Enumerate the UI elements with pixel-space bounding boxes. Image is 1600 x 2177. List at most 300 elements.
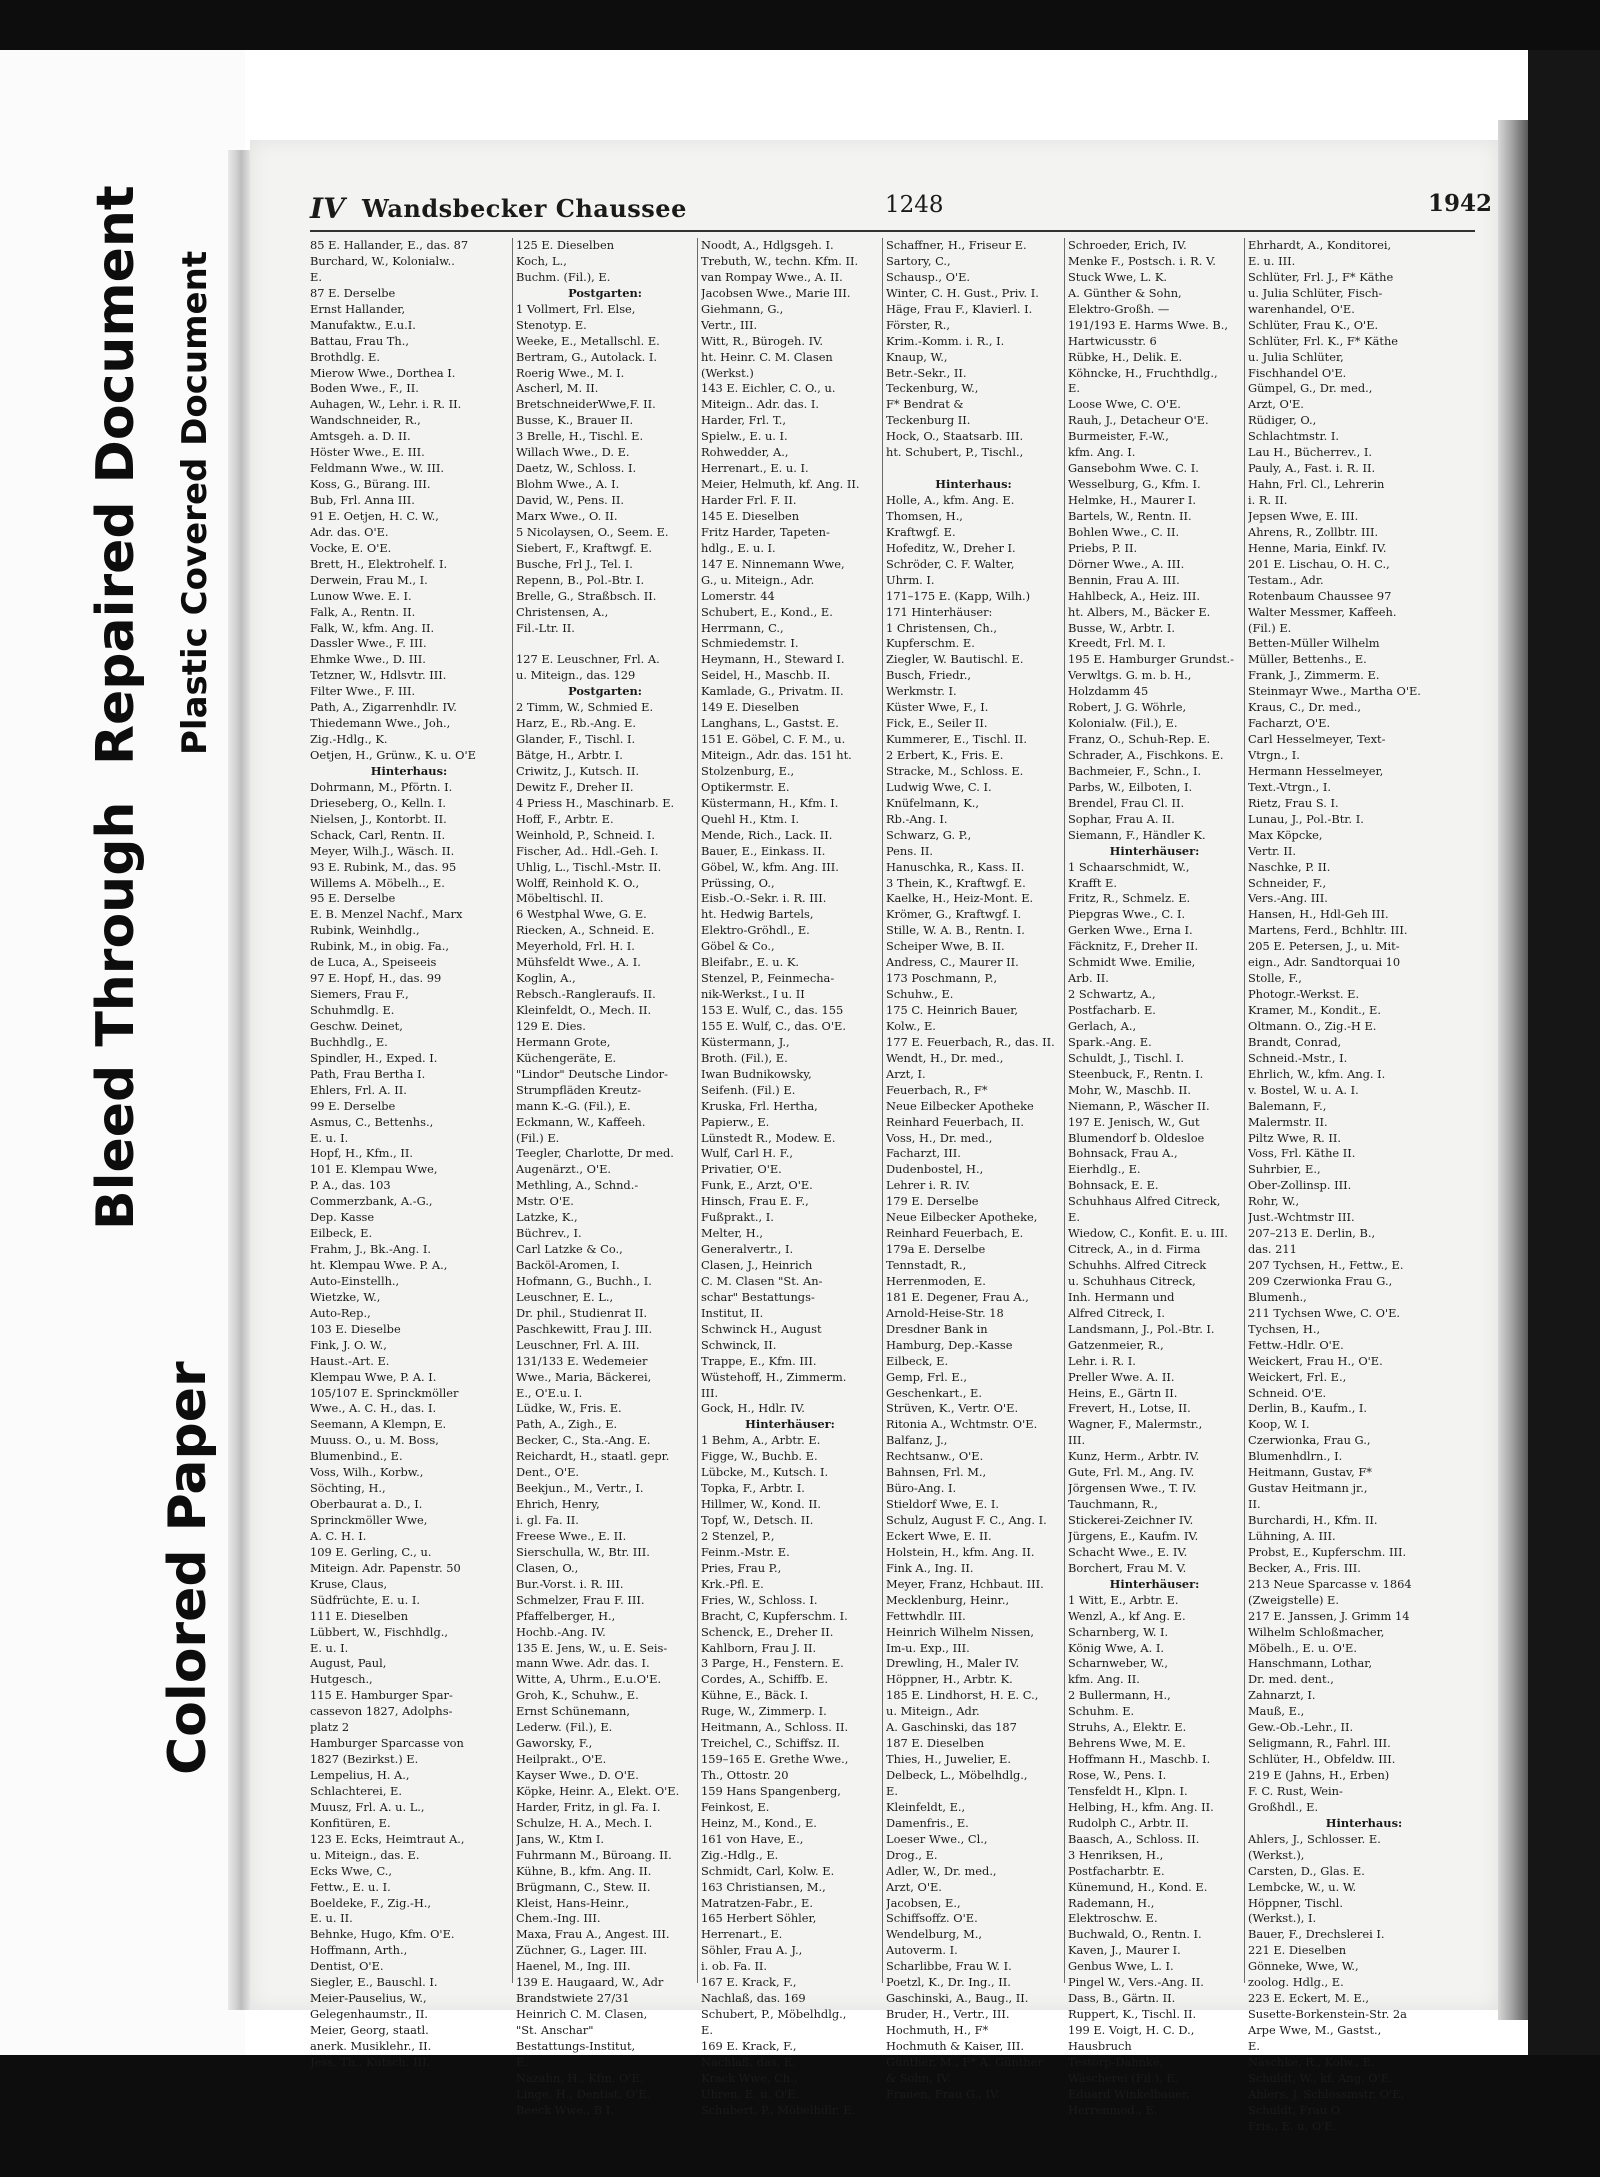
directory-entry-line: ht. Hedwig Bartels, [701,907,814,922]
directory-entry-line: Rudolph C., Arbtr. II. [1068,1815,1189,1830]
directory-entry-line: Rauh, J., Detacheur O'E. [1068,413,1209,428]
directory-entry-line: Jürgens, E., Kaufm. IV. [1068,1528,1199,1543]
directory-entry-line: Jacobsen, E., [886,1895,961,1910]
directory-entry-line: Christensen, A., [516,604,609,619]
directory-entry-line: Elektro-Gröhdl., E. [701,923,810,938]
directory-entry-line: Klempau Wwe, P. A. I. [310,1369,437,1384]
directory-entry-line: Heitmann, Gustav, F* [1248,1465,1372,1480]
directory-entry-line: Busse, W., Arbtr. I. [1068,620,1176,635]
directory-entry-line: Näschke, R., Kolw., E. [1248,2054,1375,2069]
directory-entry-line: Delbeck, L., Möbelhdlg., [886,1768,1028,1782]
directory-entry-line: Arzt, O'E. [1248,397,1304,412]
directory-entry-line: Probst, E., Kupferschm. III. [1248,1544,1407,1559]
directory-entry-line: Kühne, E., Bäck. I. [701,1688,809,1703]
directory-entry-line: van Rompay Wwe., A. II. [701,269,843,284]
directory-entry-line: Poetzl, K., Dr. Ing., II. [886,1975,1011,1990]
directory-entry-line: Schröder, C. F. Walter, [886,556,1015,571]
directory-entry-line: Th., Ottostr. 20 [701,1768,789,1782]
directory-entry-line: Hamburger Sparcasse von [310,1736,464,1751]
directory-entry-line: Uhren, E. u. O'E. [701,2086,800,2101]
directory-entry-line: Hoffmann H., Maschb. I. [1068,1752,1211,1767]
directory-entry-line: (Werkst.), I. [1248,1911,1317,1926]
directory-entry-line: Eierhdlg., E. [1068,1162,1141,1177]
directory-entry-line: Rebsch.-Rangleraufs. II. [516,987,656,1002]
directory-entry-line: Becker, C., Sta.-Ang. E. [516,1433,651,1448]
directory-entry-line: 175 C. Heinrich Bauer, [886,1003,1019,1017]
directory-entry-line: 1 Behm, A., Arbtr. E. [701,1433,821,1448]
directory-entry-line: F* Bendrat & [886,397,964,412]
directory-entry-line: Kupferschm. E. [886,636,975,651]
directory-entry-line: 181 E. Degener, Frau A., [886,1289,1029,1304]
directory-entry-line: Langhans, L., Gastst. E. [701,716,839,731]
directory-entry-line: (Fil.) E. [1248,620,1292,635]
directory-entry-line: Reinhard Feuerbach, II. [886,1114,1024,1129]
directory-entry-line: Helmke, H., Maurer I. [1068,493,1196,507]
directory-entry-line: Max Köpcke, [1248,827,1323,842]
directory-entry-line: Schlachtmstr. I. [1248,429,1340,444]
directory-entry-line: E. [1068,1210,1080,1225]
directory-entry-line: Genbus Wwe, L. I. [1068,1959,1174,1974]
directory-entry-line: Auhagen, W., Lehr. i. R. II. [310,397,462,412]
directory-entry-line: Arzt, I. [886,1066,926,1081]
directory-entry-line: Mecklenburg, Heinr., [886,1592,1010,1607]
directory-entry-line: 105/107 E. Sprinckmöller [310,1385,459,1400]
directory-entry-line: Borchert, Frau M. V. [1068,1560,1187,1575]
directory-entry-line: E. u. I. [310,1130,349,1145]
directory-entry-line: Ziegler, W. Bautischl. E. [886,652,1024,667]
directory-entry-line: zoolog. Hdlg., E. [1248,1975,1344,1990]
directory-entry-line: Konfitüren, E. [310,1815,391,1830]
directory-entry-line: Schroeder, Erich, IV. [1068,238,1187,252]
directory-entry-line: Winter, C. H. Gust., Priv. I. [886,285,1039,300]
directory-entry-line: Miteign.. Adr. das. I. [701,397,819,412]
directory-entry-line: 179a E. Derselbe [886,1242,986,1257]
directory-entry-line: Eckert Wwe, E. II. [886,1528,992,1543]
directory-entry-line: Förster, R., [886,317,950,332]
directory-entry-line: E. [886,1783,898,1798]
directory-entry-line: Rohwedder, A., [701,445,789,460]
directory-entry-line: Franz, O., Schuh-Rep. E. [1068,732,1211,747]
directory-entry-line: Häge, Frau F., Klavierl. I. [886,301,1033,316]
directory-entry-line: Jörgensen Wwe., T. IV. [1068,1481,1197,1496]
directory-entry-line: Wenzl, A., kf Ang. E. [1068,1608,1186,1623]
directory-entry-line: Fris., E. u. O'E. [1248,2118,1337,2133]
directory-entry-line: Betr.-Sekr., II. [886,365,967,380]
directory-entry-line: Auto-Rep., [310,1305,371,1320]
directory-entry-line: u. Schuhhaus Citreck, [1068,1273,1196,1288]
directory-entry-line: Wwe., Maria, Bäckerei, [516,1369,652,1384]
directory-entry-line: Ruppert, K., Tischl. II. [1068,2007,1197,2022]
directory-entry-line: Noodt, A., Hdlgsgeh. I. [701,238,834,252]
directory-entry-line: Miteign., Adr. das. 151 ht. [701,748,852,762]
directory-entry-line: Derlin, B., Kaufm., I. [1248,1401,1368,1416]
directory-entry-line: Photogr.-Werkst. E. [1248,987,1360,1002]
directory-entry-line: Schulz, August F. C., Ang. I. [886,1513,1047,1527]
directory-entry-line: Carsten, D., Glas. E. [1248,1863,1365,1878]
directory-entry-line: Testorp-Dahnke, [1068,2054,1164,2069]
directory-entry-line: 99 E. Derselbe [310,1098,396,1113]
scan-top-border [0,0,1600,50]
directory-entry-line: Holstein, H., kfm. Ang. II. [886,1544,1035,1559]
directory-entry-line: Heitmann, A., Schloss. II. [701,1720,849,1735]
directory-entry-line: Baasch, A., Schloss. II. [1068,1831,1200,1846]
directory-entry-line: Dr. phil., Studienrat II. [516,1305,648,1320]
directory-entry-line: Hartwicusstr. 6 [1068,333,1157,348]
directory-entry-line: Koss, G., Bürang. III. [310,477,431,492]
directory-entry-line: Schenck, E., Dreher II. [701,1624,834,1639]
directory-entry-line: Zig.-Hdlg., K. [310,732,388,747]
directory-entry-line: Stille, W. A. B., Rentn. I. [886,923,1025,938]
directory-entry-line: Fettw., E. u. I. [310,1879,391,1894]
directory-entry-line: Eduard Winkelbauer, [1068,2086,1190,2101]
directory-entry-line: Meyer, Franz, Hchbaut. III. [886,1576,1044,1591]
directory-entry-line: 1 Vollmert, Frl. Else, [516,301,636,316]
directory-entry-line: Heins, E., Gärtn II. [1068,1385,1178,1400]
directory-entry-line: 123 E. Ecks, Heimtraut A., [310,1831,465,1846]
directory-entry-line: Schuldt, J., Tischl. I. [1068,1050,1184,1065]
directory-entry-line: Thomsen, H., [886,508,963,523]
directory-entry-line: Bruder, H., Vertr., III. [886,2007,1010,2022]
directory-entry-line: Balfanz, J., [886,1433,948,1448]
directory-entry-line: 149 E. Dieselben [701,700,800,715]
directory-entry-line: Höppner, H., Arbtr. K. [886,1672,1013,1687]
directory-entry-line: Dörner Wwe., A. III. [1068,556,1185,571]
directory-entry-line: de Luca, A., Speiseeis [310,955,437,970]
directory-entry-line: Brügmann, C., Stew. II. [516,1879,651,1894]
directory-entry-line: Becker, A., Fris. III. [1248,1560,1361,1575]
directory-entry-line: u. Miteign., Adr. [886,1704,980,1719]
directory-entry-line: Arb. II. [1068,971,1109,986]
directory-entry-line: Müller, Bettenhs., E. [1248,652,1367,667]
directory-entry-line: Lünstedt R., Modew. E. [701,1130,836,1145]
directory-entry-line: Koglin, A., [516,971,576,986]
directory-entry-line: (Zweigstelle) E. [1248,1592,1339,1607]
directory-entry-line: Mühsfeldt Wwe., A. I. [516,955,641,970]
directory-entry-line: Herrmann, C., [701,620,784,635]
directory-entry-line: 143 E. Eichler, C. O., u. [701,381,836,396]
directory-entry-line: Priebs, P. II. [1068,540,1138,555]
directory-entry-line: Muuss. O., u. M. Boss, [310,1433,439,1448]
directory-entry-line: Adler, W., Dr. med., [886,1863,997,1878]
directory-entry-line: Hinsch, Frau E. F., [701,1194,809,1209]
directory-entry-line: 211 Tychsen Wwe, C. O'E. [1248,1305,1401,1320]
directory-entry-line: Mende, Rich., Lack. II. [701,827,833,842]
directory-entry-line: Kühne, B., kfm. Ang. II. [516,1863,652,1878]
directory-entry-line: Lühning, A. III. [1248,1528,1336,1543]
directory-entry-line: Pens. II. [886,843,933,858]
directory-entry-line: 97 E. Hopf, H., das. 99 [310,971,442,986]
directory-entry-line: Buchwald, O., Rentn. I. [1068,1927,1202,1942]
directory-entry-line: Wiedow, C., Konfit. E. u. III. [1068,1226,1228,1241]
directory-entry-line: Göbel & Co., [701,939,775,954]
directory-entry-line: Iwan Budnikowsky, [701,1066,812,1081]
directory-entry-line: Scharnberg, W. I. [1068,1624,1169,1639]
directory-entry-line: Meier, Georg, staatl. [310,2023,429,2037]
directory-entry-line: Büchrev., I. [516,1226,582,1241]
directory-entry-line: Feldmann Wwe., W. III. [310,461,444,476]
directory-entry-line: Frevert, H., Lotse, II. [1068,1401,1191,1416]
directory-entry-line: Knüfelmann, K., [886,795,980,810]
directory-entry-line: August, Paul, [310,1656,387,1671]
directory-entry-line: Schubert, P., Möbelhdlg., [701,2007,847,2022]
directory-entry-line: Marx Wwe., O. II. [516,508,618,523]
directory-entry-line: Fil.-Ltr. II. [516,620,575,635]
directory-entry-line: Malermstr. II. [1248,1114,1328,1129]
directory-entry-line: Postgarten: [568,285,642,300]
directory-entry-line: Brandstwiete 27/31 [516,1991,630,2006]
directory-entry-line: (Werkst.), [1248,1847,1305,1862]
directory-entry-line: Leuschner, E. L., [516,1289,614,1304]
directory-entry-line: Kunz, Herm., Arbtr. IV. [1068,1449,1200,1464]
directory-entry-line: Postfacharb. E. [1068,1003,1156,1017]
directory-entry-line: Küstermann, H., Kfm. I. [701,795,839,810]
directory-entry-line: Hoffmann, Arth., [310,1943,408,1958]
directory-entry-line: Ecks Wwe, C., [310,1863,393,1878]
directory-entry-line: 2 Timm, W., Schmied E. [516,700,654,715]
directory-entry-line: Falk, W., kfm. Ang. II. [310,620,435,635]
directory-entry-line: Teckenburg II. [886,413,971,428]
directory-entry-line: u. Julia Schlüter, [1248,349,1344,364]
directory-entry-line: 115 E. Hamburger Spar- [310,1688,453,1703]
directory-entry-line: 95 E. Derselbe [310,891,396,906]
directory-entry-line: 135 E. Jens, W., u. E. Seis- [516,1640,668,1655]
directory-entry-line: Text.-Vtrgn., I. [1248,779,1331,794]
directory-entry-line: Nachlaß, das. E. [701,2054,796,2069]
directory-entry-line: Harz, E., Rb.-Ang. E. [516,716,636,731]
directory-entry-line: Roerig Wwe., M. I. [516,365,625,380]
directory-entry-line: Schulze, H. A., Mech. I. [516,1815,653,1830]
directory-entry-line: Kraus, C., Dr. med., [1248,700,1361,715]
directory-entry-line: Wulf, Carl H. F., [701,1146,794,1161]
directory-entry-line: Groh, K., Schuhw., E. [516,1688,639,1703]
directory-entry-line: Bohnsack, E. E. [1068,1178,1159,1193]
directory-entry-line: u. Miteign., das. E. [310,1847,420,1862]
directory-entry-line: 177 E. Feuerbach, R., das. II. [886,1034,1055,1049]
directory-entry-line: Schacht Wwe., E. IV. [1068,1544,1188,1559]
directory-entry-line: 3 Parge, H., Fenstern. E. [701,1656,844,1671]
directory-entry-line: Koop, W. I. [1248,1417,1310,1432]
directory-entry-line: Niemann, P., Wäscher II. [1068,1098,1210,1113]
directory-entry-line: Fritz Harder, Tapeten- [701,524,830,539]
directory-entry-line: Wandschneider, R., [310,413,421,428]
directory-entry-line: Blohm Wwe., A. I. [516,477,620,492]
directory-entry-line: 129 E. Dies. [516,1018,586,1033]
directory-entry-line: Ober-Zollinsp. III. [1248,1178,1352,1193]
directory-entry-line: A. C. H. I. [310,1528,367,1543]
directory-entry-line: Frank, J., Zimmerm. E. [1248,668,1380,683]
directory-entry-line: Scharlibbe, Frau W. I. [886,1959,1012,1974]
directory-entry-line: 4 Priess H., Maschinarb. E. [516,795,675,810]
directory-entry-line: Ehmke Wwe., D. III. [310,652,426,667]
directory-entry-line: Backöl-Aromen, I. [516,1258,620,1272]
directory-entry-line: Loeser Wwe., Cl., [886,1831,988,1846]
directory-entry-line: 209 Czerwionka Frau G., [1248,1273,1393,1288]
directory-entry-line: 163 Christiansen, M., [701,1879,826,1894]
directory-entry-line: Maxa, Frau A., Angest. III. [516,1927,670,1942]
directory-column-6 [1248,238,1480,2135]
directory-entry-line: Bohlen Wwe., C. II. [1068,524,1180,539]
directory-entry-line: Sophar, Frau A. II. [1068,811,1175,826]
directory-entry-line: Hinterhaus: [935,477,1012,492]
directory-entry-line: Brothdlg. E. [310,349,380,364]
directory-entry-line: Hamburg, Dep.-Kasse [886,1337,1013,1352]
directory-entry-line: Arpe Wwe, M., Gastst., [1248,2023,1382,2037]
directory-entry-line: 187 E. Dieselben [886,1736,985,1751]
directory-entry-line: Südfrüchte, E. u. I. [310,1592,420,1607]
directory-entry-line: Ernst Hallander, [310,301,406,316]
directory-entry-line: Stracke, M., Schloss. E. [886,763,1024,778]
directory-entry-line: Gew.-Ob.-Lehr., II. [1248,1720,1354,1735]
directory-entry-line: Dewitz F., Dreher II. [516,779,634,794]
directory-entry-line: Busse, K., Brauer II. [516,413,634,428]
directory-entry-line: Jacobsen Wwe., Marie III. [701,285,851,300]
directory-entry-line: Rubink, M., in obig. Fa., [310,939,449,954]
directory-entry-line: Cordes, A., Schiffb. E. [701,1672,828,1687]
directory-entry-line: Schuhhs. Alfred Citreck [1068,1258,1207,1272]
directory-entry-line: Hahn, Frl. Cl., Lehrerin [1248,477,1385,492]
directory-entry-line: Witte, A, Uhrm., E.u.O'E. [516,1672,662,1687]
directory-entry-line: Dep. Kasse [310,1210,375,1225]
directory-entry-line: & Sohn, IV. [886,2070,951,2085]
directory-entry-line: Drog., E. [886,1847,938,1862]
directory-entry-line: Kolw., E. [886,1018,936,1033]
directory-entry-line: Kaelke, H., Heiz-Mont. E. [886,891,1034,906]
directory-entry-line: Herrenmod., E. [1068,2102,1158,2117]
directory-entry-line: Bub, Frl. Anna III. [310,493,415,507]
directory-entry-line: Strüven, K., Vertr. O'E. [886,1401,1019,1416]
directory-entry-line: Mohr, W., Maschb. II. [1068,1082,1192,1097]
directory-entry-line: 155 E. Wulf, C., das. O'E. [701,1018,846,1033]
directory-entry-line: Beekjun., M., Vertr., I. [516,1481,644,1496]
label-bleed-through: Bleed Through [86,801,146,1230]
directory-page [250,140,1498,2133]
directory-entry-line: Wagner, F., Malermstr., [1068,1417,1203,1432]
directory-entry-line: Brandt, Conrad, [1248,1034,1342,1049]
directory-entry-line: Blumenbind., E. [310,1449,403,1464]
directory-entry-line: Freese Wwe., E. II. [516,1528,627,1543]
directory-entry-line: Ahrens, R., Zollbtr. III. [1248,524,1379,539]
directory-entry-line: Busche, Frl J., Tel. I. [516,556,633,571]
directory-entry-line: Dass, B., Gärtn. II. [1068,1991,1176,2006]
directory-entry-line: Thiedemann Wwe., Joh., [310,716,451,731]
directory-entry-line: Schwinck, II. [701,1337,777,1352]
directory-entry-line: Harder Frl. F. II. [701,493,797,507]
directory-entry-line: Hausbruch [1068,2038,1132,2053]
directory-entry-line: Haenel, M., Ing. III. [516,1959,631,1974]
directory-entry-line: Hanschmann, Lothar, [1248,1656,1373,1671]
book-spine [228,150,250,2010]
directory-entry-line: 159 Hans Spangenberg, [701,1783,841,1798]
directory-entry-line: Asmus, C., Bettenhs., [310,1114,434,1129]
directory-entry-line: Schwinck H., August [701,1321,822,1336]
directory-entry-line: Pingel W., Vers.-Ang. II. [1068,1975,1204,1990]
directory-entry-line: Walter Messmer, Kaffeeh. [1248,604,1397,619]
column-divider [697,238,698,1983]
directory-entry-line: 201 E. Lischau, O. H. C., [1248,556,1390,571]
directory-entry-line: Fries, W., Schloss. I. [701,1592,818,1607]
directory-entry-line: Schubert, E., Kond., E. [701,604,833,619]
directory-entry-line: Siebert, F., Kraftwgf. E. [516,540,653,555]
directory-entry-line: Kamlade, G., Privatm. II. [701,684,844,699]
directory-entry-line: Criwitz, J., Kutsch. II. [516,763,640,778]
directory-entry-line: v. Bostel, W. u. A. I. [1248,1082,1359,1097]
directory-entry-line: Topka, F., Arbtr. I. [701,1481,805,1496]
directory-entry-line: Bartels, W., Rentn. II. [1068,508,1192,523]
directory-entry-line: Sierschulla, W., Btr. III. [516,1544,650,1559]
directory-entry-line: Bur.-Vorst. i. R. III. [516,1576,624,1591]
directory-entry-line: Wietzke, W., [310,1289,381,1304]
directory-entry-line: Beeck Wwe., B I. [516,2102,614,2117]
directory-entry-line: Rose, W., Pens. I. [1068,1768,1167,1782]
directory-entry-line: Küchengeräte, E. [516,1050,617,1065]
directory-entry-line: Chem.-Ing. III. [516,1911,601,1926]
directory-entry-line: Schmelzer, Frau F. III. [516,1592,645,1607]
directory-entry-line: Möbeltischl. II. [516,891,604,906]
directory-entry-line: Kreedt, Frl. M. I. [1068,636,1166,651]
directory-entry-line: Zahnarzt, I. [1248,1688,1316,1703]
directory-entry-line: Stenotyp. E. [516,317,587,332]
directory-entry-line: Ernst Schünemann, [516,1704,630,1719]
directory-entry-line: Fettw.-Hdlr. O'E. [1248,1337,1344,1352]
directory-entry-line: Schmidt, Carl, Kolw. E. [701,1863,835,1878]
directory-entry-line: Steenbuck, F., Rentn. I. [1068,1066,1204,1081]
directory-entry-line: Hock, O., Staatsarb. III. [886,429,1024,444]
directory-column-5 [1068,238,1241,2119]
directory-entry-line: Henne, Maria, Einkf. IV. [1248,540,1387,555]
directory-entry-line: Schuhw., E. [886,987,954,1002]
directory-entry-line: Kleinfeldt, E., [886,1799,966,1814]
directory-entry-line: Krack Wwe, Ch., [701,2070,798,2085]
directory-entry-line: Hinterhaus: [1325,1815,1403,1830]
directory-entry-line: Schuhm. E. [1068,1704,1135,1719]
directory-entry-line: Fußprakt., I. [701,1210,774,1225]
directory-entry-line: Stenzel, P., Feinmecha- [701,971,835,986]
directory-entry-line: Schneid. O'E. [1248,1385,1327,1400]
directory-entry-line: Bauer, E., Einkass. II. [701,843,826,858]
directory-entry-line: Hutgesch., [310,1672,373,1687]
directory-entry-line: Brelle, G., Straßbsch. II. [516,588,657,603]
directory-entry-line: Stolle, F., [1248,971,1302,986]
directory-entry-line: Susette-Borkenstein-Str. 2a [1248,2007,1407,2022]
directory-entry-line: Battau, Frau Th., [310,333,409,348]
directory-entry-line: 221 E. Dieselben [1248,1943,1347,1958]
directory-entry-line: Institut, II. [701,1305,764,1320]
directory-entry-line: 205 E. Petersen, J., u. Mit- [1248,939,1400,954]
directory-entry-line: 161 von Have, E., [701,1831,804,1846]
directory-entry-line: Hanuschka, R., Kass. II. [886,859,1025,874]
directory-entry-line: Drewling, H., Maler IV. [886,1656,1020,1671]
directory-entry-line: Bestattungs-Institut, [516,2038,636,2053]
directory-entry-line: Neue Eilbecker Apotheke [886,1098,1034,1113]
directory-entry-line: Fick, E., Seiler II. [886,716,988,731]
directory-entry-line: Manufaktw., E.u.I. [310,317,416,332]
directory-entry-line: 195 E. Hamburger Grundst.- [1068,652,1235,667]
directory-entry-line: platz 2 [310,1720,350,1735]
directory-entry-line: Leuschner, Frl. A. III. [516,1337,640,1352]
directory-entry-line: Oetjen, H., Grünw., K. u. O'E [310,748,476,762]
directory-entry-line: Gansebohm Wwe. C. I. [1068,461,1199,476]
directory-entry-line: Wendelburg, M., [886,1927,983,1942]
directory-entry-line: E. [1248,2038,1260,2053]
directory-entry-line: Hinterhäuser: [1109,843,1200,858]
directory-entry-line: Behrens Wwe, M. E. [1068,1736,1186,1751]
directory-entry-line: Teckenburg, W., [886,381,979,396]
directory-entry-line: Wendt, H., Dr. med., [886,1050,1004,1065]
directory-entry-line: Harder, Frl. T., [701,413,787,428]
directory-entry-line: 103 E. Dieselbe [310,1321,401,1336]
directory-entry-line: Gaschinski, A., Baug., II. [886,1991,1029,2006]
directory-column-2 [516,238,694,2119]
